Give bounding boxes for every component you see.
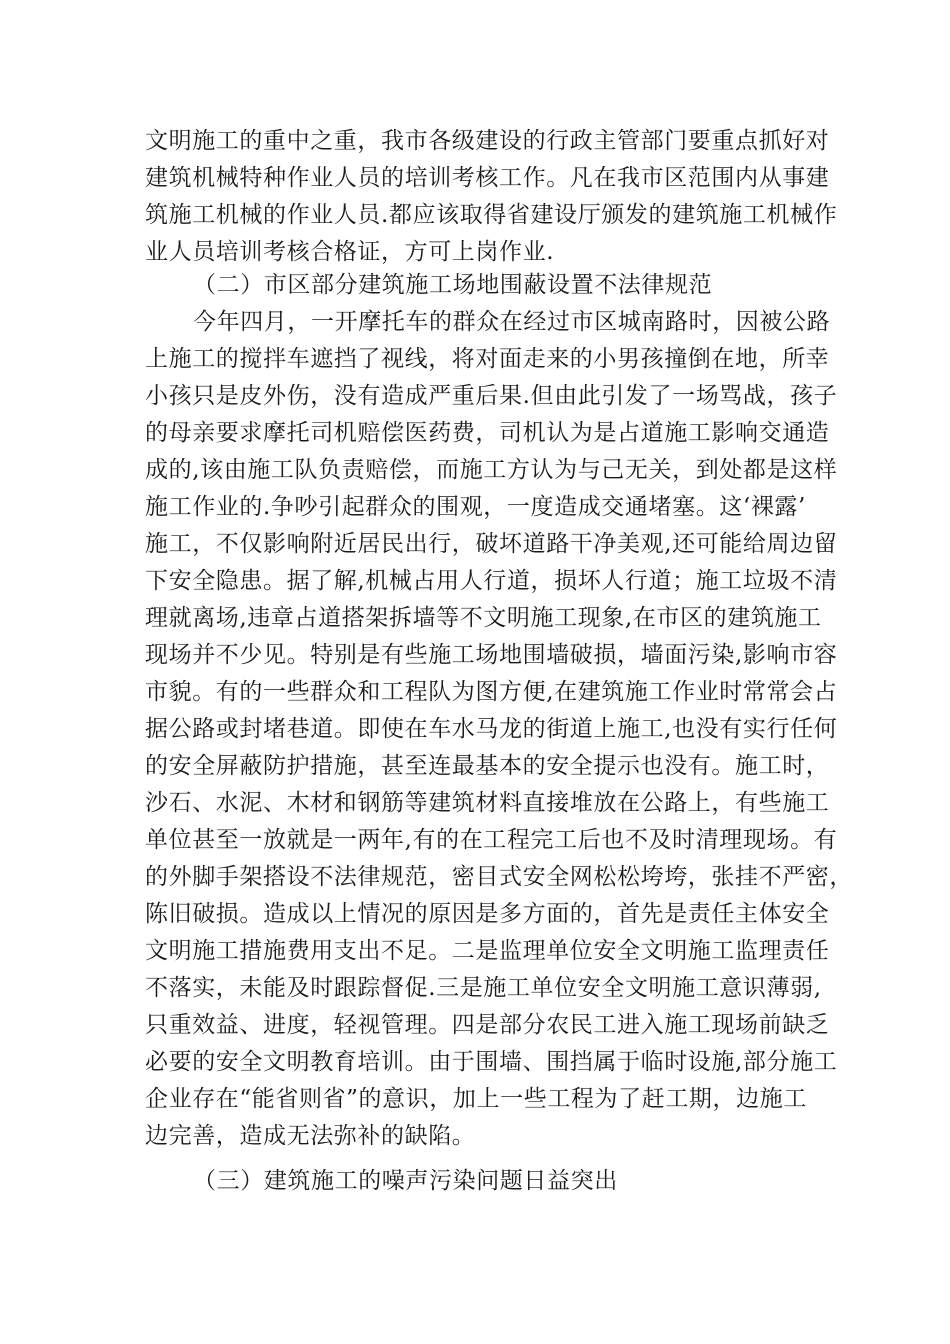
body-text-line: 筑施工机械的作业人员.都应该取得省建设厅颁发的建筑施工机械作 <box>145 202 838 228</box>
body-text-line: 市貌。有的一些群众和工程队为图方便,在建筑施工作业时常常会占 <box>145 679 838 705</box>
body-text-line: 小孩只是皮外伤，没有造成严重后果.但由此引发了一场骂战，孩子 <box>145 383 838 409</box>
body-text-line: 陈旧破损。造成以上情况的原因是多方面的，首先是责任主体安全 <box>145 901 830 927</box>
body-text-line: 单位甚至一放就是一两年,有的在工程完工后也不及时清理现场。有 <box>145 827 838 853</box>
body-text-line: 建筑机械特种作业人员的培训考核工作。凡在我市区范围内从事建 <box>145 165 830 191</box>
body-text-line: 上施工的搅拌车遮挡了视线，将对面走来的小男孩撞倒在地，所幸 <box>145 346 830 372</box>
body-text-line: 必要的安全文明教育培训。由于围墙、围挡属于临时设施,部分施工 <box>145 1049 838 1075</box>
body-text-line: 的母亲要求摩托司机赔偿医药费，司机认为是占道施工影响交通造 <box>145 420 830 446</box>
section-heading-2: （二）市区部分建筑施工场地围蔽设置不法律规范 <box>193 272 713 298</box>
body-text-line: 成的,该由施工队负责赔偿，而施工方认为与己无关，到处都是这样 <box>145 457 838 483</box>
body-text-line: 业人员培训考核合格证，方可上岗作业. <box>145 239 555 265</box>
body-text-line: 的外脚手架搭设不法律规范，密目式安全网松松垮垮，张挂不严密， <box>145 864 853 890</box>
body-text-line: 沙石、水泥、木材和钢筋等建筑材料直接堆放在公路上，有些施工 <box>145 790 830 816</box>
body-text-line: 不落实，未能及时跟踪督促.三是施工单位安全文明施工意识薄弱, <box>145 975 822 1001</box>
body-text-line: 边完善，造成无法弥补的缺陷。 <box>145 1123 476 1149</box>
body-text-line: 下安全隐患。据了解,机械占用人行道，损坏人行道；施工垃圾不清 <box>145 568 838 594</box>
body-text-line: 理就离场,违章占道搭架拆墙等不文明施工现象,在市区的建筑施工 <box>145 605 822 631</box>
paragraph-first-line: 今年四月，一开摩托车的群众在经过市区城南路时，因被公路 <box>193 309 831 335</box>
body-text-line: 现场并不少见。特别是有些施工场地围墙破损，墙面污染,影响市容 <box>145 642 838 668</box>
body-text-line: 施工作业的.争吵引起群众的围观，一度造成交通堵塞。这‘裸露’ <box>145 494 806 520</box>
body-text-line: 文明施工措施费用支出不足。二是监理单位安全文明施工监理责任 <box>145 938 830 964</box>
body-text-line: 的安全屏蔽防护措施，甚至连最基本的安全提示也没有。施工时， <box>145 753 830 779</box>
section-heading-3: （三）建筑施工的噪声污染问题日益突出 <box>193 1168 618 1194</box>
body-text-line: 据公路或封堵巷道。即使在车水马龙的街道上施工,也没有实行任何 <box>145 716 838 742</box>
body-text-line: 施工，不仅影响附近居民出行，破坏道路干净美观,还可能给周边留 <box>145 531 838 557</box>
body-text-line: 只重效益、进度，轻视管理。四是部分农民工进入施工现场前缺乏 <box>145 1012 830 1038</box>
body-text-line: 企业存在“能省则省”的意识，加上一些工程为了赶工期，边施工 <box>145 1086 807 1112</box>
body-text-line: 文明施工的重中之重，我市各级建设的行政主管部门要重点抓好对 <box>145 128 830 154</box>
